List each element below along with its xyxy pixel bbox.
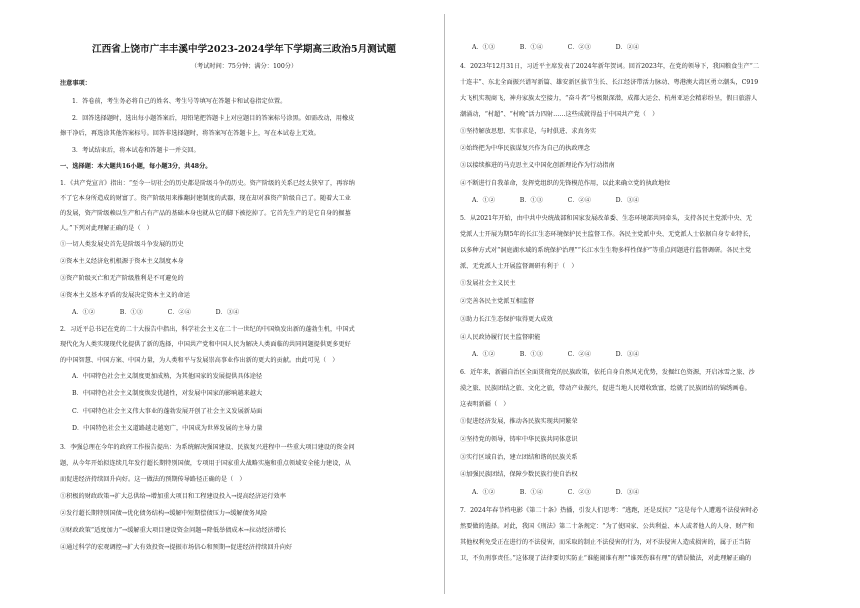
exam-subtitle: （考试时间：75分钟；满分：100分） <box>190 63 298 70</box>
question-line: 4．2023年12月31日，习近平主席发表了2024年新年贺词。回首2023年，在党的领导下，我国粮食生产“二 <box>460 63 760 70</box>
notice-line: 2．回答选择题时，选出每小题答案后，用铅笔把答题卡上对应题目的答案标号涂黑。如需改动，用橡皮 <box>72 115 355 122</box>
answer-choices: A．①② B．①③ C．②④ D．③④ <box>72 309 240 316</box>
notice-heading: 注意事项： <box>60 80 91 87</box>
column-divider <box>444 14 445 594</box>
notice-line: 1．答卷前，考生务必将自己的姓名、考生号等填写在答题卡和试卷指定位置。 <box>72 98 287 105</box>
question-line: 3．李强总理在今年的政府工作报告提出：为系统解决强国建设、民族复兴进程中一些重大项目建设的资金问 <box>60 444 355 451</box>
option-line: ④通过科学的宏观调控→扩大有效投资→提振市场信心和预期→促进经济持续回升向好 <box>60 544 293 551</box>
option-line: ③财政政策“适度加力”→缓解重大项目建设资金问题→降低举债成本→拉动经济增长 <box>60 527 287 534</box>
question-line: 然要做的选择。对此，我国《刑法》第二十条规定：“为了使国家、公共利益、本人或者他人的人身、财产和 <box>460 523 754 530</box>
question-line: 现代化为人类实现现代化提供了新的选择，中国共产党和中国人民为解决人类面临的共同问题提供更多更好 <box>60 341 351 348</box>
answer-choice: B．中国特色社会主义制度焕发优越性，对发展中国家的影响越来越大 <box>72 390 263 397</box>
question-line: 1．《共产党宣言》指出：“至今一切社会的历史都是阶级斗争的历史。资产阶级的关系已经太狭窄了，再容纳 <box>60 180 355 187</box>
question-line: 以多种方式对“洞庭湖水域的系统保护治理”“长江水生生物多样性保护”等重点问题进行监督调研。各民主党 <box>460 247 752 254</box>
option-line: ④资本主义基本矛盾的发展决定资本主义的命运 <box>60 292 190 299</box>
section-heading: 一、选择题：本大题共16小题，每小题3分，共48分。 <box>60 163 212 170</box>
question-line: 卫，不负刑事责任。”这体现了法律要切实防止“谁能闹谁有理”“谁死伤谁有理”的错误做法，对此理解正确的 <box>460 555 752 562</box>
option-line: ④不断进行自我革命，发挥党组织的先锋模范作用，以此来确立党的执政地位 <box>460 180 671 187</box>
option-line: ③资产阶级灭亡和无产阶级胜利是不可避免的 <box>60 275 184 282</box>
option-line: ①一切人类发展史首先是阶级斗争发展的历史 <box>60 241 184 248</box>
option-line: ③实行区域自治，建立团结和谐的民族关系 <box>460 454 578 461</box>
answer-choices: A．①③ B．①④ C．②③ D．②④ <box>472 44 640 51</box>
answer-choices: A．①② B．①③ C．②④ D．③④ <box>472 197 640 204</box>
question-line: 7．2024年春节档电影《第二十条》热播，引发人们思考：“逃跑，还是反抗？”这是每个人遭遇不法侵害时必 <box>460 507 759 514</box>
question-line: 6．近年来，新疆自治区全面贯彻党的民族政策，依托自身自然风光优势，发掘红色资源，开启冰雪之旅、沙 <box>460 369 755 376</box>
question-line: 人。”下列对此理解正确的是（ ） <box>60 225 153 232</box>
answer-choices: A．①② B．①③ C．②④ D．③④ <box>472 351 640 358</box>
question-line: 大飞机实现商飞，神舟家族太空接力，“奋斗者”号极限深潜，成都大运会、杭州亚运会精彩纷呈，假日旅游人 <box>460 95 758 102</box>
option-line: ④人民政协履行民主监督职能 <box>460 334 541 341</box>
option-line: ②资本主义经济危机根源于资本主义制度本身 <box>60 258 184 265</box>
question-line: 十连丰”、东北全面振兴谱写新篇、雄安新区拔节生长、长江经济带活力脉动、粤港澳大湾区勇立潮头，C919 <box>460 79 759 86</box>
notice-line: 3．考试结束后，将本试卷和答题卡一并交回。 <box>72 147 200 154</box>
question-line: 不了它本身所造成的财富了。资产阶级用来推翻封建制度的武器，现在却对准资产阶级自己了。随着大工业 <box>60 195 351 202</box>
question-line: 题，从今年开始拟连续几年发行超长期特别国债，专项用于国家重大战略实施和重点领域安全能力建设，从 <box>60 460 351 467</box>
option-line: ①发展社会主义民主 <box>460 280 516 287</box>
answer-choices: A．①② B．①④ C．②③ D．③④ <box>472 489 640 496</box>
answer-choice: D．中国特色社会主义道路越走越宽广，中国成为世界发展的主导力量 <box>72 425 263 432</box>
question-line: 的中国智慧、中国方案、中国力量，为人类和平与发展崇高事业作出新的更大的贡献。由此可见（ ） <box>60 357 339 364</box>
question-line: 这表明新疆（ ） <box>460 401 510 408</box>
option-line: ①坚持解放思想、实事求是，与时俱进、求真务实 <box>460 128 597 135</box>
option-line: ②坚持党的领导，铸牢中华民族共同体意识 <box>460 436 578 443</box>
question-line: 派、无党派人士开展监督调研有利于（ ） <box>460 263 578 270</box>
option-line: ④加强民族团结，保障少数民族行使自治权 <box>460 471 578 478</box>
question-line: 漠之旅、民族团结之旅、文化之旅，带动产业振兴，促进当地人民增收致富，绘就了民族团结的锦绣画卷。 <box>460 385 751 392</box>
answer-choice: A．中国特色社会主义制度更加成熟，为其他国家的发展提供具体途径 <box>72 373 263 380</box>
question-line: 潮涌动，“村超”、“村晚”活力四射……这些成就得益于中国共产党（ ） <box>460 111 659 118</box>
question-line: 2．习近平总书记在党的二十大报告中指出，科学社会主义在二十一世纪的中国焕发出新的蓬勃生机，中国式 <box>60 326 355 333</box>
option-line: ②完善各民主党派互相监督 <box>460 298 535 305</box>
question-line: 的发展，资产阶级赖以生产和占有产品的基础本身也就从它的脚下被挖掉了。它首先生产的是它自身的掘墓 <box>60 210 351 217</box>
option-line: ③以接续推进的马克思主义中国化创新理论作为行动指南 <box>460 162 615 169</box>
question-line: 5．从2021年开始，由中共中央统战部和国家发展改革委、生态环境部共同牵头，支持各民主党派中央、无 <box>460 215 752 222</box>
question-line: 党派人士开展为期5年的长江生态环境保护民主监督工作。各民主党派中央、无党派人士依据自身专业特长， <box>460 231 755 238</box>
option-line: ②始终把为中华民族谋复兴作为自己的执政理念 <box>460 145 590 152</box>
question-line: 其他权利免受正在进行的不法侵害，而采取的制止不法侵害的行为，对不法侵害人造成损害的，属于正当防 <box>460 539 751 546</box>
option-line: ①促进经济发展，推动各民族实现共同繁荣 <box>460 418 578 425</box>
answer-choice: C．中国特色社会主义伟大事业的蓬勃发展开创了社会主义发展新局面 <box>72 408 263 415</box>
question-line: 而促进经济持续回升向好。这一做法的预期传导路径正确的是（ ） <box>60 476 246 483</box>
notice-line: 擦干净后，再选涂其他答案标号。回答非选择题时，将答案写在答题卡上，写在本试卷上无效。 <box>60 130 320 137</box>
option-line: ①积极的财政政策→扩大总供给→增加重大项目和工程建设投入→提高经济运行效率 <box>60 493 286 500</box>
option-line: ③助力长江生态保护取得更大成效 <box>460 316 553 323</box>
option-line: ②发行超长期特别国债→优化债务结构→缓解中短期偿债压力→缓解债务风险 <box>60 510 268 517</box>
exam-title: 江西省上饶市广丰丰溪中学2023-2024学年下学期高三政治5月测试题 <box>92 44 396 55</box>
